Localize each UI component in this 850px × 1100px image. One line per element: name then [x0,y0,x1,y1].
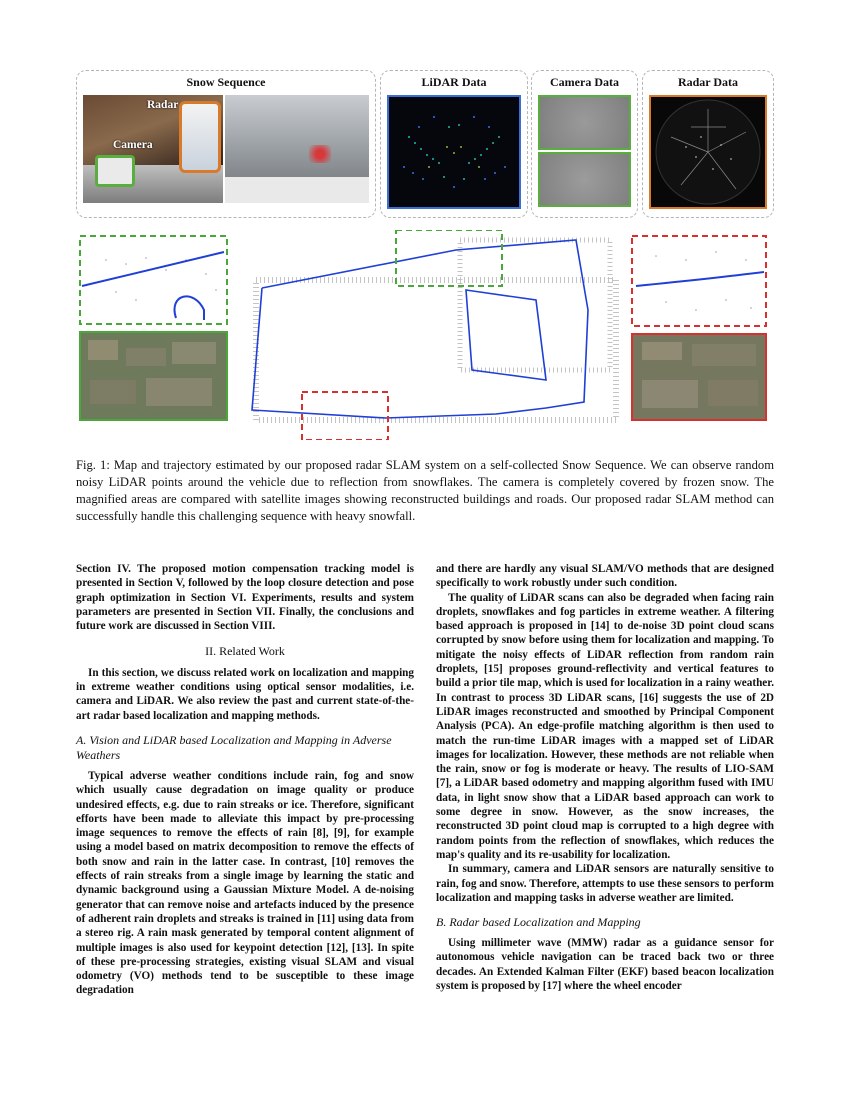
right-column [436,562,774,993]
camera-image-left [538,95,631,150]
right-paragraph-3: In summary, camera and LiDAR sensors are naturally sensitive to rain, fog and snow. Therefore, attempts to use these sensors to perform localization and mapping tasks in adverse weather are limited. [436,863,774,904]
vehicle-sensor-photo [83,95,223,203]
left-column [76,562,414,998]
radar-data-panel [642,70,774,218]
snow-sequence-title: Snow Sequence [186,75,266,89]
right-paragraph-1: and there are hardly any visual SLAM/VO methods that are designed specifically to work robustly under such condition. [436,563,774,590]
section-intro-paragraph: In this section, we discuss related work on localization and mapping in extreme weather conditions using optical sensor modalities, i.e. camera and LiDAR. We also review the past and current state-of-the-art radar based localization and mapping methods. [76,666,414,722]
figure-caption: Fig. 1: Map and trajectory estimated by our proposed radar SLAM system on a self-collected Snow Sequence. We can observe random noisy LiDAR points around the vehicle due to reflection from snowflakes. The camera is completely covered by frozen snow. The magnified areas are compared with satellite images showing reconstructed buildings and roads. Our proposed radar SLAM method can successfully handle this challenging sequence with heavy snowfall. [76,458,774,523]
radar-data-title: Radar Data [677,75,739,89]
camera-data-panel [531,70,638,218]
radar-polar-scan [651,97,765,207]
figure-1 [76,70,774,440]
camera-label: Camera [113,139,153,151]
radar-slam-map [76,230,774,440]
map-point-cloud [256,240,616,420]
radar-scan-image [649,95,767,209]
camera-sensor [95,155,135,187]
section-heading: II. Related Work [205,644,285,659]
radar-sensor [179,101,221,173]
snow-sequence-panel [76,70,376,218]
red-zoom-box-right [632,236,766,326]
lidar-data-title: LiDAR Data [421,75,487,89]
lidar-point-cloud [389,97,519,207]
right-paragraph-2: The quality of LiDAR scans can also be degraded when facing rain droplets, snowflakes and fog particles in extreme weather. A filtering based approach is proposed in [14] to de-noise 3D point cloud scans corrupted by snow before using them for localization and mapping. To mitigate the noisy effects of LiDAR reflection from random rain droplets, [15] proposes ground-reflectivity and vertical features to build a prior tile map, which is used for localization in a rainy weather. In contrast to process 3D LiDAR scans, [16] suggests the use of 2D LiDAR images reconstructed and smoothed by Principal Component Analysis (PCA). An edge-profile matching algorithm is then used to match the run-time LiDAR images with a mapped set of LiDAR images for localization. However, these methods are not reliable when the rain, snow or fog is moderate or heavy. The results of LIO-SAM [7], a LiDAR based odometry and mapping algorithm fused with IMU data, in light snow show that a LiDAR based approach can work to some degree in snow. However, as the snow increases, the reconstructed 3D point cloud map is corrupted to a high degree with random points from the reflection of snowflakes, which reduces the map's quality and its re-usability for localization. [436,591,774,861]
snowy-windshield-photo [225,95,369,203]
lidar-data-panel [380,70,528,218]
lidar-scan-image [387,95,521,209]
subsection-a-heading: A. Vision and LiDAR based Localization and Mapping in Adverse Weathers [76,732,392,762]
subsection-b-heading: B. Radar based Localization and Mapping [436,915,641,930]
camera-data-title: Camera Data [550,75,619,89]
intro-paragraph: Section IV. The proposed motion compensation tracking model is presented in Section V, followed by the loop closure detection and pose graph optimization in Section VI. Experiments, results and system parameters are presented in Section VII. Finally, the conclusions and future work are discussed in Section VIII. [76,563,414,633]
camera-image-right [538,152,631,207]
radar-label: Radar [147,99,179,111]
subsection-a-paragraph: Typical adverse weather conditions include rain, fog and snow which usually cause degradation on image quality or produce undesired effects, e.g. due to rain streaks or ice. Therefore, significant efforts have been made to alleviate this impact by pre-processing image sequences to remove the effects of rain [8], [9], for example using a model based on matrix decomposition to remove the effects of both snow and rain in the latter case. In contrast, [10] removes the effects of rain streaks from a single image by learning the static and dynamic background using a Gaussian Mixture Model. A de-noising generator that can remove noise and artefacts induced by the presence of adherent rain droplets and streaks is trained in [11] using data from a stereo rig. A rain mask generated by temporal content alignment of multiple images is also used for keypoint detection [12], [13]. In spite of these pre-processing strategies, existing visual SLAM and visual odometry (VO) methods tend to be susceptible to these image degradation [76,769,414,997]
right-paragraph-4: Using millimeter wave (MMW) radar as a guidance sensor for autonomous vehicle navigation can be traced back two or three decades. An Extended Kalman Filter (EKF) based beacon localization system is proposed by [17] where the wheel encoder [436,937,774,993]
